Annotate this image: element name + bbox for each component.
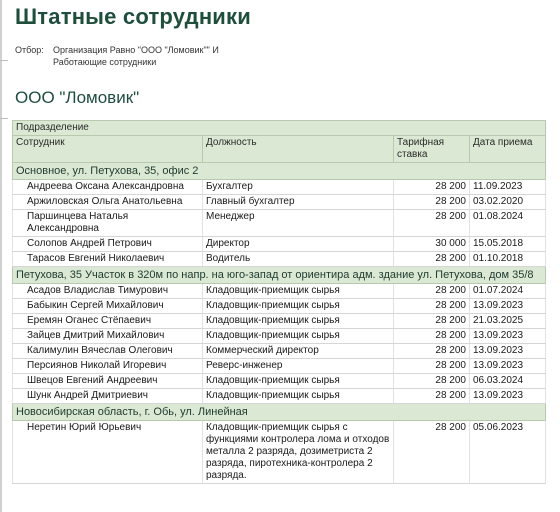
employee-hire-date: 01.10.2018 [470,252,546,267]
employee-position: Кладовщик-приемщик сырья [203,389,394,404]
employee-hire-date: 13.09.2023 [470,329,546,344]
employee-position: Кладовщик-приемщик сырья [203,329,394,344]
table-row [13,180,546,195]
table-row [13,389,546,404]
employee-name: Неретин Юрий Юрьевич [13,421,203,484]
employees-table [12,120,546,484]
employee-rate: 28 200 [394,344,470,359]
employee-rate: 28 200 [394,329,470,344]
employee-position: Менеджер [203,210,394,237]
organization-name: ООО "Ломовик" [15,88,140,107]
employee-hire-date: 21.03.2025 [470,314,546,329]
employee-position: Кладовщик-приемщик сырья [203,314,394,329]
employee-rate: 28 200 [394,421,470,484]
filter-value: Организация Равно "ООО "Ломовик"" И Работающие сотрудники [53,45,219,67]
employee-rate: 28 200 [394,252,470,267]
left-margin-tick [0,60,8,61]
employee-rate: 30 000 [394,237,470,252]
employee-name: Зайцев Дмитрий Михайлович [13,329,203,344]
table-row [13,374,546,389]
employee-name: Солопов Андрей Петрович [13,237,203,252]
employee-name: Швецов Евгений Андреевич [13,374,203,389]
header-subdivision: Подразделение [13,121,546,136]
header-hire-date: Дата приема [470,136,546,163]
table-row [13,344,546,359]
employee-rate: 28 200 [394,284,470,299]
table-row [13,252,546,267]
employee-rate: 28 200 [394,374,470,389]
header-row-columns [13,136,546,163]
employee-rate: 28 200 [394,210,470,237]
employee-position: Водитель [203,252,394,267]
table-row [13,210,546,237]
employee-name: Андреева Оксана Александровна [13,180,203,195]
employee-hire-date: 13.09.2023 [470,344,546,359]
table-row [13,329,546,344]
header-position: Должность [203,136,394,163]
left-margin-rule [0,0,2,512]
table-row [13,314,546,329]
employee-hire-date: 01.07.2024 [470,284,546,299]
employee-name: Бабыкин Сергей Михайлович [13,299,203,314]
employee-rate: 28 200 [394,359,470,374]
table-row [13,237,546,252]
employee-rate: 28 200 [394,314,470,329]
employee-hire-date: 01.08.2024 [470,210,546,237]
employee-name: Паршинцева Наталья Александровна [13,210,203,237]
employee-position: Кладовщик-приемщик сырья [203,299,394,314]
employee-hire-date: 11.09.2023 [470,180,546,195]
employee-name: Аржиловская Ольга Анатольевна [13,195,203,210]
header-employee: Сотрудник [13,136,203,163]
employee-hire-date: 03.02.2020 [470,195,546,210]
employee-rate: 28 200 [394,195,470,210]
employee-position: Кладовщик-приемщик сырья [203,374,394,389]
group-name: Основное, ул. Петухова, 35, офис 2 [13,163,546,180]
header-rate: Тарифная ставка [394,136,470,163]
group-name: Новосибирская область, г. Обь, ул. Линейная [13,404,546,421]
employee-name: Асадов Владислав Тимурович [13,284,203,299]
table-row [13,421,546,484]
employee-position: Директор [203,237,394,252]
employee-name: Калимулин Вячеслав Олегович [13,344,203,359]
group-row [13,404,546,421]
employee-hire-date: 13.09.2023 [470,389,546,404]
employee-position: Бухгалтер [203,180,394,195]
employee-name: Тарасов Евгений Николаевич [13,252,203,267]
table-row [13,359,546,374]
table-row [13,284,546,299]
employee-position: Кладовщик-приемщик сырья с функциями контролера лома и отходов металла 2 разряда, дозиметриста 2 разряда, пиротехника-контролера 2 разряда. [203,421,394,484]
employee-rate: 28 200 [394,389,470,404]
report-title: Штатные сотрудники [15,4,251,29]
employee-position: Главный бухгалтер [203,195,394,210]
employee-hire-date: 15.05.2018 [470,237,546,252]
table-row [13,299,546,314]
filter-label: Отбор: [15,45,44,55]
employee-hire-date: 06.03.2024 [470,374,546,389]
employee-rate: 28 200 [394,299,470,314]
employee-name: Персиянов Николай Игоревич [13,359,203,374]
employee-hire-date: 13.09.2023 [470,359,546,374]
employee-name: Шунк Андрей Дмитриевич [13,389,203,404]
group-row [13,163,546,180]
employee-position: Реверс-инженер [203,359,394,374]
employee-hire-date: 13.09.2023 [470,299,546,314]
employee-hire-date: 05.06.2023 [470,421,546,484]
left-margin-tick [0,118,8,119]
employee-name: Еремян Оганес Стёпаевич [13,314,203,329]
header-row-subdivision [13,121,546,136]
employee-position: Коммерческий директор [203,344,394,359]
group-name: Петухова, 35 Участок в 320м по напр. на юго-запад от ориентира адм. здание ул. Петухова, дом 35/8 [13,267,546,284]
employee-rate: 28 200 [394,180,470,195]
group-row [13,267,546,284]
table-row [13,195,546,210]
employee-position: Кладовщик-приемщик сырья [203,284,394,299]
